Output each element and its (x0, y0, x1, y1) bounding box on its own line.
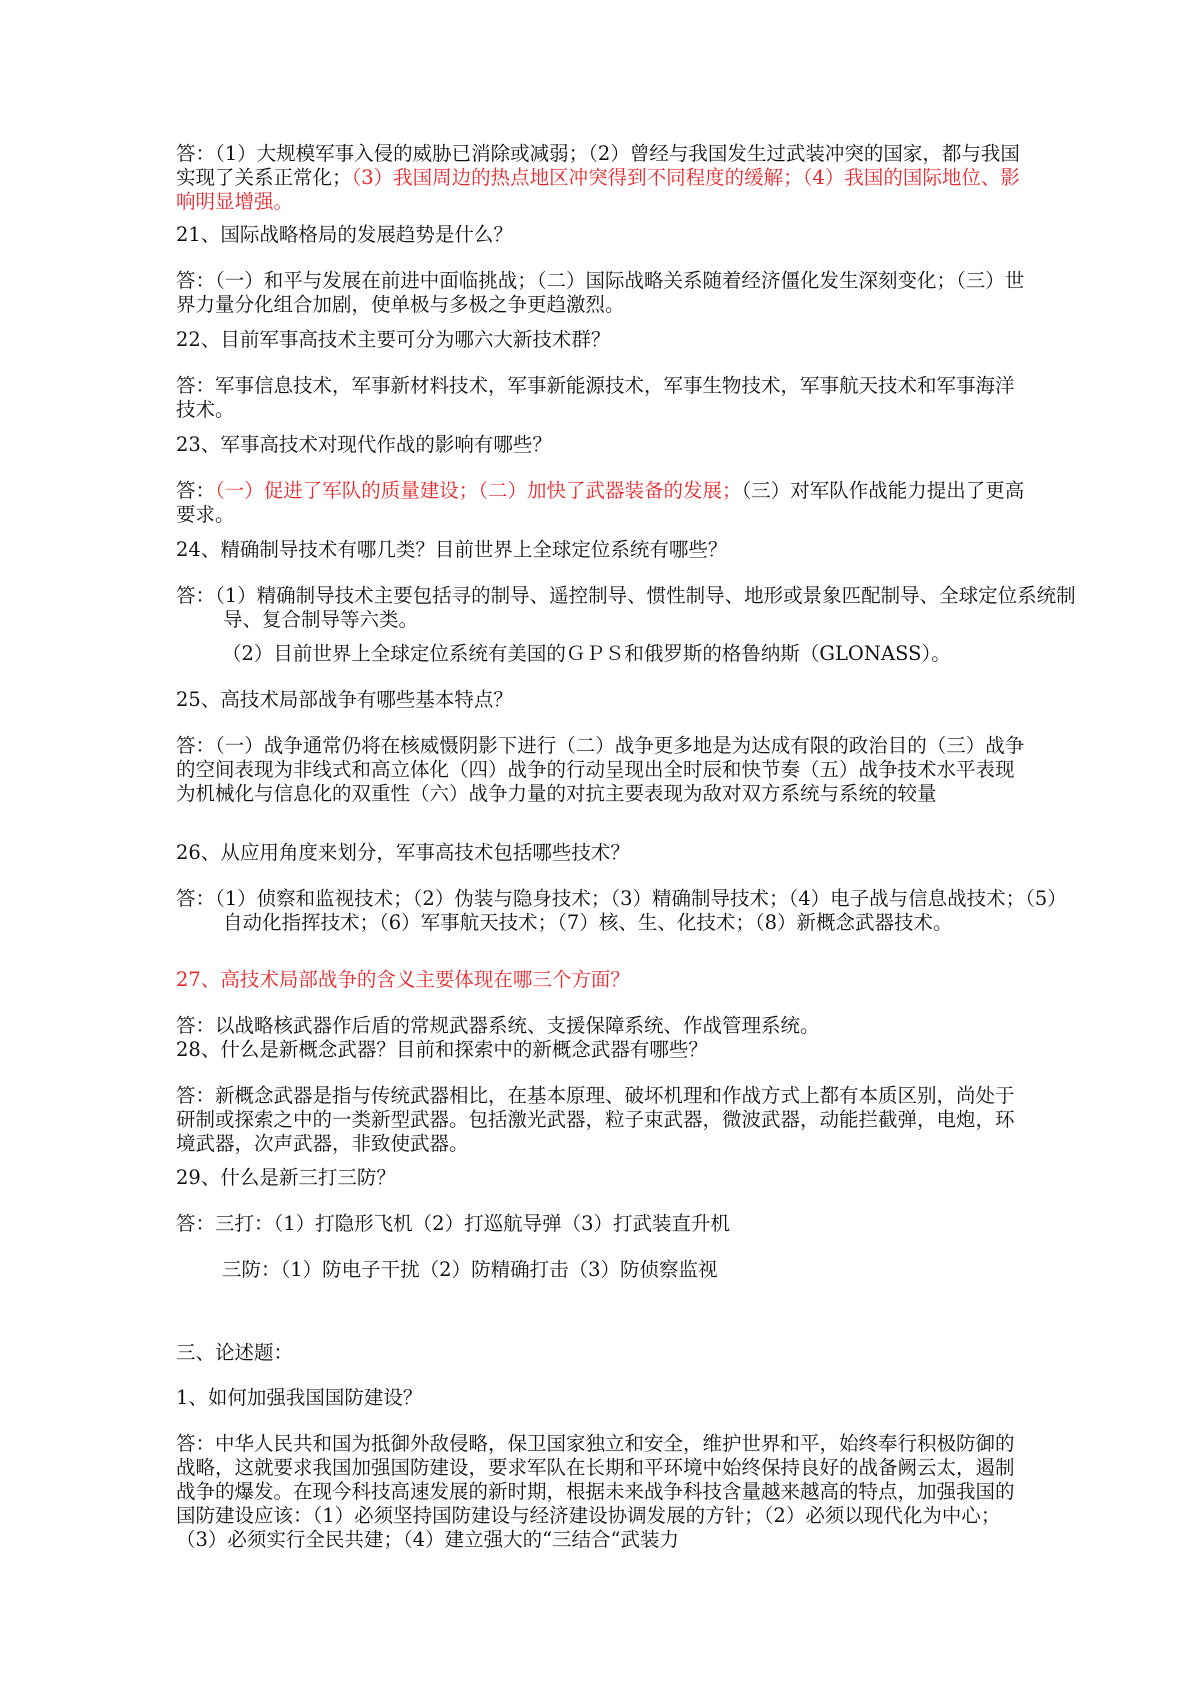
answer-20-highlight: （3）我国周边的热点地区冲突得到不同程度的缓解；（4）我国的国际地位、影响明显增强。 (176, 166, 1020, 213)
question-23: 23、军事高技术对现代作战的影响有哪些？ (176, 433, 552, 456)
answer-24-part2: （2）目前世界上全球定位系统有美国的ＧＰＳ和俄罗斯的格鲁纳斯（GLONASS）。 (222, 642, 951, 665)
answer-26: 答：（1）侦察和监视技术；（2）伪装与隐身技术；（3）精确制导技术；（4）电子战与信息战技术；（5）自动化指挥技术；（6）军事航天技术；（7）核、生、化技术；（8）新概念武器技术。 (176, 887, 1067, 934)
answer-29-part2: 三防：（1）防电子干扰（2）防精确打击（3）防侦察监视 (222, 1258, 718, 1281)
question-24: 24、精确制导技术有哪几类？目前世界上全球定位系统有哪些？ (176, 538, 728, 561)
answer-23-highlight: （一）促进了军队的质量建设；（二）加快了武器装备的发展； (215, 479, 742, 502)
answer-27: 答：以战略核武器作后盾的常规武器系统、支援保障系统、作战管理系统。 (176, 1014, 820, 1037)
question-29: 29、什么是新三打三防？ (176, 1166, 396, 1189)
answer-23-rest: （三）对军队作战能力提出了更高要求。 (176, 479, 1025, 526)
answer-23 (176, 479, 1031, 527)
answer-20-part1: 答：（1）大规模军事入侵的威胁已消除或减弱；（2）曾经与我国发生过武装冲突的国家，都与我国实现了关系正常化； (176, 142, 1020, 189)
answer-23-prefix: 答： (176, 479, 216, 502)
question-26: 26、从应用角度来划分，军事高技术包括哪些技术？ (176, 841, 630, 864)
answer-28: 答：新概念武器是指与传统武器相比，在基本原理、破坏机理和作战方式上都有本质区别，尚处于研制或探索之中的一类新型武器。包括激光武器，粒子束武器，微波武器，动能拦截弹，电炮，环境武器，次声武器，非致使武器。 (176, 1084, 1015, 1155)
question-28: 28、什么是新概念武器？目前和探索中的新概念武器有哪些？ (176, 1038, 708, 1061)
question-21: 21、国际战略格局的发展趋势是什么？ (176, 223, 513, 246)
answer-25: 答：（一）战争通常仍将在核威慑阴影下进行（二）战争更多地是为达成有限的政治目的（三）战争的空间表现为非线式和高立体化（四）战争的行动呈现出全时辰和快节奏（五）战争技术水平表现为机械化与信息化的双重性（六）战争力量的对抗主要表现为敌对双方系统与系统的较量 (176, 734, 1025, 805)
question-22: 22、目前军事高技术主要可分为哪六大新技术群？ (176, 328, 611, 351)
question-25: 25、高技术局部战争有哪些基本特点？ (176, 688, 513, 711)
question-27: 27、高技术局部战争的含义主要体现在哪三个方面？ (176, 968, 630, 991)
essay-answer-1: 答：中华人民共和国为抵御外敌侵略，保卫国家独立和安全，维护世界和平，始终奉行积极防御的战略，这就要求我国加强国防建设，要求军队在长期和平环境中始终保持良好的战备阙云太，遏制战争的爆发。在现今科技高速发展的新时期，根据未来战争科技含量越来越高的特点，加强我国的国防建设应该：（1）必须坚持国防建设与经济建设协调发展的方针；（2）必须以现代化为中心；（3）必须实行全民共建；（4）建立强大的“三结合“武装力 (176, 1432, 1015, 1551)
answer-20 (176, 142, 1031, 214)
section-3-heading: 三、论述题： (176, 1341, 294, 1364)
answer-21: 答：（一）和平与发展在前进中面临挑战；（二）国际战略关系随着经济僵化发生深刻变化；（三）世界力量分化组合加剧，使单极与多极之争更趋激烈。 (176, 269, 1025, 316)
answer-24-part1: 答：（1）精确制导技术主要包括寻的制导、遥控制导、惯性制导、地形或景象匹配制导、全球定位系统制导、复合制导等六类。 (176, 584, 1076, 631)
answer-22: 答：军事信息技术，军事新材料技术，军事新能源技术，军事生物技术，军事航天技术和军事海洋技术。 (176, 374, 1015, 421)
essay-question-1: 1、如何加强我国国防建设？ (176, 1386, 423, 1409)
answer-29-part1: 答：三打：（1）打隐形飞机（2）打巡航导弹（3）打武装直升机 (176, 1212, 730, 1235)
